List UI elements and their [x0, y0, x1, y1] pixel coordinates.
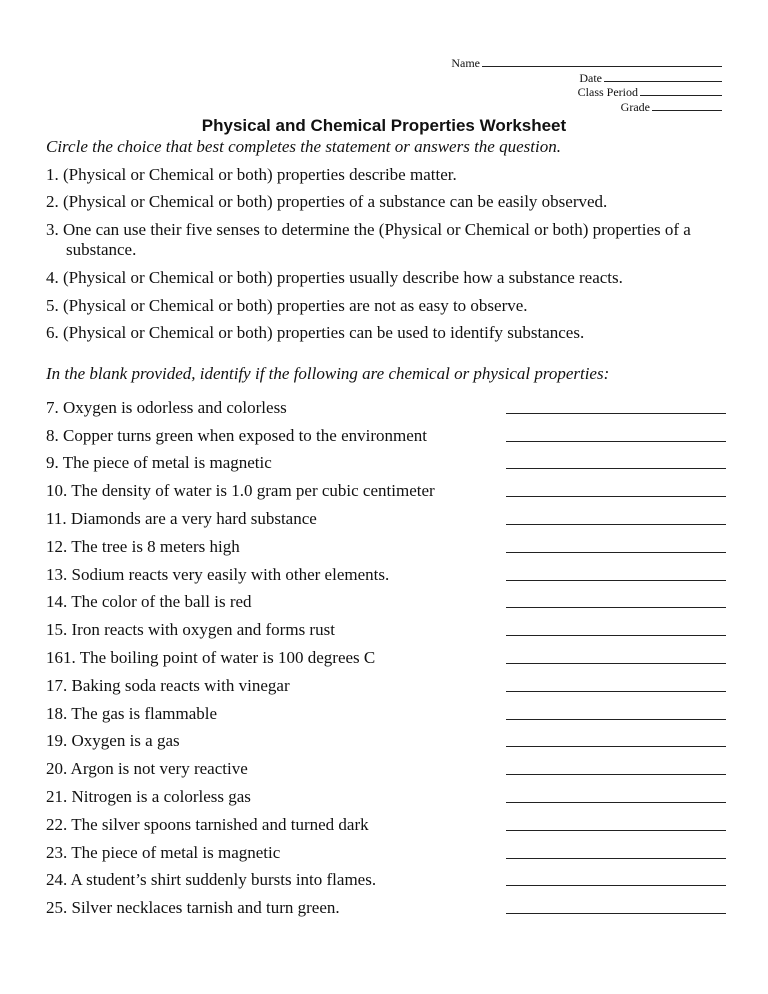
answer-blank[interactable]: [506, 412, 726, 414]
answer-blank[interactable]: [506, 606, 726, 608]
list-item: 19. Oxygen is a gas: [46, 724, 726, 752]
list-item: 15. Iron reacts with oxygen and forms rust: [46, 612, 726, 640]
answer-blank[interactable]: [506, 745, 726, 747]
class-period-line[interactable]: [640, 85, 722, 96]
name-line[interactable]: [482, 56, 722, 67]
list-item: 22. The silver spoons tarnished and turned dark: [46, 807, 726, 835]
list-item: 18. The gas is flammable: [46, 696, 726, 724]
list-item: 17. Baking soda reacts with vinegar: [46, 668, 726, 696]
name-field[interactable]: [451, 56, 722, 71]
list-item: 24. A student’s shirt suddenly bursts into flames.: [46, 863, 726, 891]
name-label: Name: [451, 56, 480, 70]
answer-blank[interactable]: [506, 884, 726, 886]
answer-blank[interactable]: [506, 440, 726, 442]
grade-line[interactable]: [652, 100, 722, 111]
list-item: 21. Nitrogen is a colorless gas: [46, 779, 726, 807]
section2-instruction: In the blank provided, identify if the following are chemical or physical properties:: [46, 364, 610, 383]
list-item: 25. Silver necklaces tarnish and turn green.: [46, 890, 726, 918]
section1-instruction: Circle the choice that best completes the statement or answers the question.: [46, 137, 561, 156]
list-item: 14. The color of the ball is red: [46, 585, 726, 613]
answer-blank[interactable]: [506, 690, 726, 692]
question-3: 3. One can use their five senses to determine the (Physical or Chemical or both) properties of a substance.: [46, 220, 691, 259]
answer-blank[interactable]: [506, 495, 726, 497]
list-item: 10. The density of water is 1.0 gram per cubic centimeter: [46, 473, 726, 501]
list-item: 12. The tree is 8 meters high: [46, 529, 726, 557]
answer-blank[interactable]: [506, 634, 726, 636]
answer-blank[interactable]: [506, 523, 726, 525]
page-title: Physical and Chemical Properties Worksheet: [201, 116, 567, 135]
list-item: 20. Argon is not very reactive: [46, 751, 726, 779]
list-item: 11. Diamonds are a very hard substance: [46, 501, 726, 529]
question-1: 1. (Physical or Chemical or both) properties describe matter.: [46, 165, 457, 184]
question-5: 5. (Physical or Chemical or both) properties are not as easy to observe.: [46, 296, 528, 315]
list-item: 9. The piece of metal is magnetic: [46, 446, 726, 474]
answer-blank[interactable]: [506, 467, 726, 469]
answer-blank[interactable]: [506, 579, 726, 581]
date-field[interactable]: [451, 71, 722, 86]
class-period-field[interactable]: [451, 85, 722, 100]
class-period-label: Class Period: [577, 85, 638, 99]
list-item: 7. Oxygen is odorless and colorless: [46, 390, 726, 418]
question-4: 4. (Physical or Chemical or both) properties usually describe how a substance reacts.: [46, 268, 623, 287]
list-item: 8. Copper turns green when exposed to the environment: [46, 418, 726, 446]
date-line[interactable]: [604, 71, 722, 82]
question-6: 6. (Physical or Chemical or both) properties can be used to identify substances.: [46, 323, 585, 342]
list-item: 13. Sodium reacts very easily with other elements.: [46, 557, 726, 585]
property-list: [46, 390, 726, 918]
question-2: 2. (Physical or Chemical or both) properties of a substance can be easily observed.: [46, 192, 608, 211]
answer-blank[interactable]: [506, 912, 726, 914]
answer-blank[interactable]: [506, 662, 726, 664]
header-fields: [451, 56, 722, 114]
grade-field[interactable]: [451, 100, 722, 115]
list-item: 23. The piece of metal is magnetic: [46, 835, 726, 863]
answer-blank[interactable]: [506, 857, 726, 859]
date-label: Date: [579, 70, 602, 85]
answer-blank[interactable]: [506, 801, 726, 803]
answer-blank[interactable]: [506, 718, 726, 720]
grade-label: Grade: [620, 99, 650, 114]
list-item: 161. The boiling point of water is 100 degrees C: [46, 640, 726, 668]
answer-blank[interactable]: [506, 829, 726, 831]
answer-blank[interactable]: [506, 551, 726, 553]
answer-blank[interactable]: [506, 773, 726, 775]
